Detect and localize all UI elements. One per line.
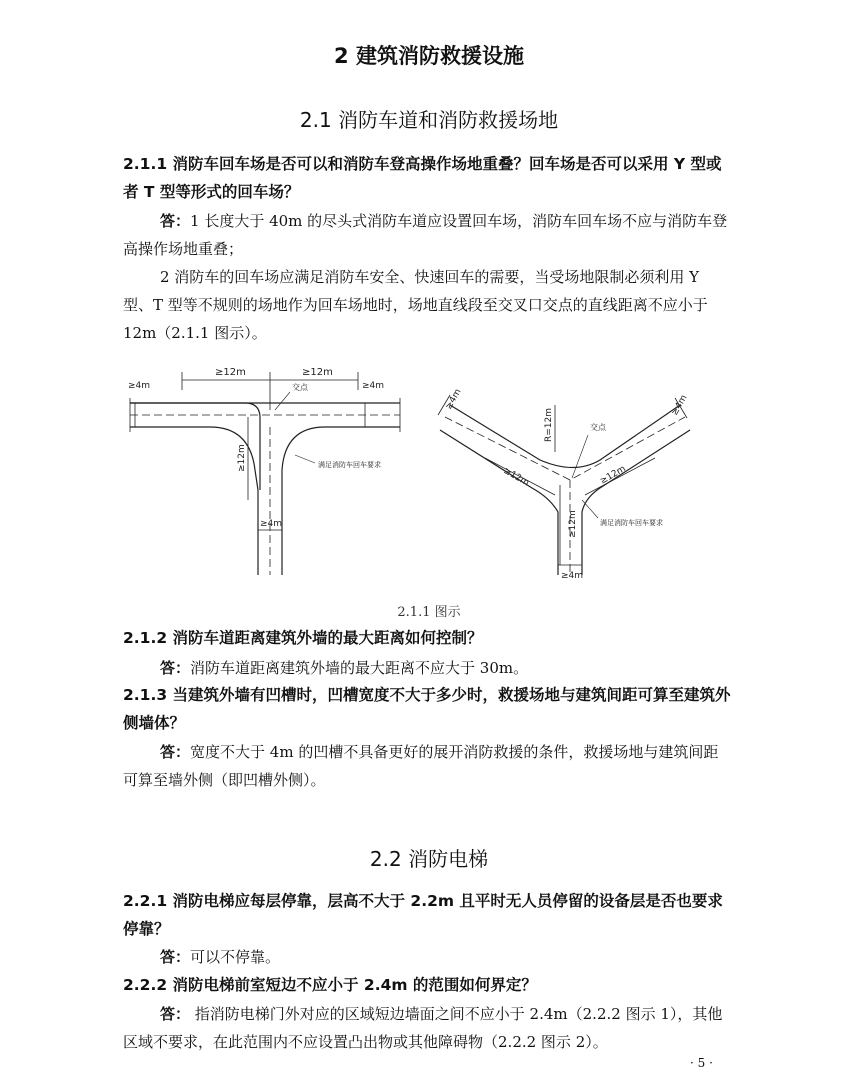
answer-text: 宽度不大于 4m 的凹槽不具备更好的展开消防救援的条件，救援场地与建筑间距可算至墙外侧（即凹槽外侧）。 (123, 743, 719, 789)
answer-text: 指消防电梯门外对应的区域短边墙面之间不应小于 2.4m（2.2.2 图示 1），其他区域不要求，在此范围内不应设置凸出物或其他障碍物（2.2.2 图示 2）。 (123, 1005, 723, 1051)
answer-text: 可以不停靠。 (190, 948, 281, 966)
section-title-2-1: 2.1 消防车道和消防救援场地 (299, 108, 559, 132)
figure-2-1-1 (120, 360, 720, 585)
answer-2-1-3 (123, 738, 733, 794)
answer-2-1-2 (123, 654, 733, 682)
y-12m-vertical: ≥12m (568, 510, 578, 538)
t-jiaodian: 交点 (292, 383, 308, 392)
question-2-1-2: 2.1.2 消防车道距离建筑外墙的最大距离如何控制？ (123, 629, 483, 647)
y-4m-left: ≥4m (443, 387, 464, 412)
y-radius: R=12m (544, 407, 554, 442)
t-note: 满足消防车回车要求 (318, 461, 381, 469)
page-number: · 5 · (690, 1056, 713, 1070)
section-title-2-2: 2.2 消防电梯 (369, 847, 489, 871)
t-4m-bottom: ≥4m (260, 519, 283, 529)
answer-text: 2 消防车的回车场应满足消防车安全、快速回车的需要，当受场地限制必须利用 Y 型、T 型等不规则的场地作为回车场地时，场地直线段至交叉口交点的直线距离不应小于 12m（2.1.1 图示）。 (123, 268, 708, 342)
y-12m-left: ≥12m (501, 465, 531, 489)
y-note: 满足消防车回车要求 (600, 519, 663, 527)
figure-caption: 2.1.1 图示 (397, 605, 461, 620)
question-2-1-1: 2.1.1 消防车回车场是否可以和消防车登高操作场地重叠？回车场是否可以采用 Y 型或者 T 型等形式的回车场？ (123, 155, 722, 201)
answer-2-2-2 (123, 1000, 733, 1056)
t-dim-right: ≥12m (302, 367, 333, 378)
y-4m-right: ≥4m (669, 393, 690, 418)
answer-label: 答： (160, 948, 191, 966)
answer-label: 答： (160, 743, 191, 761)
answer-2-2-1 (123, 943, 733, 971)
answer-label: 答： (160, 1005, 191, 1023)
chapter-title: 2 建筑消防救援设施 (334, 44, 524, 68)
answer-2-1-1-item-2 (123, 263, 733, 347)
t-12m-vertical: ≥12m (237, 444, 247, 472)
answer-label: 答： (160, 659, 191, 677)
y-12m-right: ≥12m (598, 464, 628, 487)
t-dim-left: ≥12m (215, 367, 246, 378)
y-jiaodian: 交点 (590, 423, 606, 432)
t-4m-left: ≥4m (128, 381, 151, 391)
t-4m-right: ≥4m (362, 381, 385, 391)
question-2-1-3: 2.1.3 当建筑外墙有凹槽时，凹槽宽度不大于多少时，救援场地与建筑间距可算至建筑外侧墙体？ (123, 686, 731, 732)
answer-label: 答： (160, 212, 191, 230)
answer-text: 1 长度大于 40m 的尽头式消防车道应设置回车场，消防车回车场不应与消防车登高操作场地重叠； (123, 212, 728, 258)
y-4m-bottom: ≥4m (561, 571, 584, 581)
answer-2-1-1-item-1 (123, 207, 733, 263)
question-2-2-2: 2.2.2 消防电梯前室短边不应小于 2.4m 的范围如何界定？ (123, 976, 537, 994)
question-2-2-1: 2.2.1 消防电梯应每层停靠，层高不大于 2.2m 且平时无人员停留的设备层是否也要求停靠？ (123, 892, 723, 938)
answer-text: 消防车道距离建筑外墙的最大距离不应大于 30m。 (190, 659, 529, 677)
